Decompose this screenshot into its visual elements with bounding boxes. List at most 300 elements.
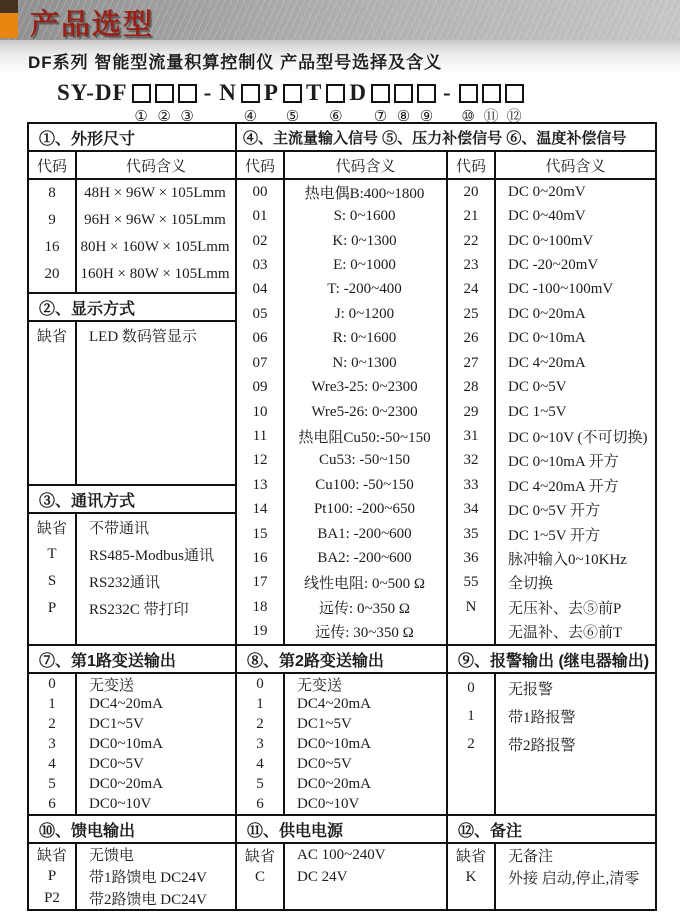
meaning-cell: DC 4~20mA 开方	[508, 478, 619, 495]
table-row	[237, 400, 446, 424]
code-cell: 02	[237, 229, 285, 253]
blank-box	[155, 80, 174, 106]
blank-box-outline	[326, 84, 345, 103]
table-row	[237, 229, 446, 253]
table-row	[448, 473, 655, 497]
position-number: ⑤	[285, 107, 300, 125]
model-text: N	[219, 80, 237, 105]
table-row	[237, 497, 446, 521]
position-number: ⑨	[419, 107, 434, 125]
code-cell: 36	[448, 546, 496, 570]
band-power-notes	[29, 816, 655, 909]
table-row	[237, 571, 446, 595]
column-output1	[29, 674, 237, 814]
code-cell: K	[448, 866, 496, 888]
position-number: ⑥	[329, 107, 343, 125]
table-row	[237, 449, 446, 473]
section-11-header: ⑪、供电电源	[237, 816, 448, 842]
code-cell: 24	[448, 278, 496, 302]
model-box-slot	[459, 80, 478, 126]
position-number: ⑦	[373, 107, 388, 125]
code-cell: T	[29, 541, 77, 568]
page-banner	[0, 0, 680, 40]
table-row	[29, 694, 235, 714]
section-1-block	[29, 152, 235, 294]
position-number: ⑪	[483, 107, 499, 125]
table-row	[448, 424, 655, 448]
section-1-rows	[29, 180, 235, 292]
meaning-cell: 线性电阻: 0~500 Ω	[304, 576, 425, 593]
blank-box-outline	[155, 84, 174, 103]
meaning-cell: DC0~10mA	[89, 735, 163, 752]
column-alarm	[448, 674, 655, 814]
code-cell: 2	[448, 730, 496, 758]
empty-code-cell	[237, 888, 285, 909]
model-text-segment	[204, 80, 213, 126]
meaning-cell: J: 0~1200	[334, 305, 395, 322]
blank-box	[178, 80, 197, 106]
position-number: ⑫	[506, 107, 522, 125]
band1-header-row	[29, 124, 655, 152]
empty-filler-row	[448, 758, 655, 814]
table-row	[237, 302, 446, 326]
empty-meaning-cell	[77, 349, 235, 484]
model-text-segment	[219, 80, 237, 126]
code-cell: 33	[448, 473, 496, 497]
position-number: ⑧	[396, 107, 411, 125]
table-row	[448, 449, 655, 473]
meaning-cell: DC 0~20mV	[508, 183, 586, 200]
meaning-header: 代码含义	[545, 158, 606, 175]
meaning-cell: 带2路馈电 DC24V	[89, 891, 207, 908]
position-number: ⑩	[461, 107, 475, 125]
model-box-slot	[178, 80, 197, 126]
meaning-cell: DC0~20mA	[297, 775, 371, 792]
meaning-cell: R: 0~1600	[332, 330, 397, 347]
blank-box	[371, 80, 390, 106]
meaning-cell: 外接 启动,停止,清零	[508, 870, 640, 887]
meaning-cell: DC1~5V	[297, 715, 352, 732]
accent-bar	[0, 0, 18, 38]
meaning-cell: DC4~20mA	[89, 695, 163, 712]
column-header-row	[29, 152, 235, 180]
code-header: 代码	[237, 152, 285, 178]
section-12-rows	[448, 844, 655, 909]
meaning-cell: 全切换	[508, 576, 554, 593]
blank-box-outline	[241, 84, 260, 103]
table-row	[29, 754, 235, 774]
meaning-header: 代码含义	[335, 158, 396, 175]
meaning-cell: DC0~20mA	[89, 775, 163, 792]
meaning-cell: S: 0~1600	[333, 208, 396, 225]
table-row	[237, 546, 446, 570]
table-row	[237, 694, 446, 714]
code-cell: 06	[237, 327, 285, 351]
empty-meaning-cell	[77, 288, 235, 292]
page-title: 产品选型	[30, 9, 155, 41]
table-row	[237, 375, 446, 399]
code-cell: 09	[237, 375, 285, 399]
table-row	[448, 620, 655, 644]
meaning-cell: 不带通讯	[89, 521, 150, 537]
code-cell: 3	[237, 734, 285, 754]
code-cell: 00	[237, 180, 285, 204]
code-cell: 19	[237, 620, 285, 644]
empty-filler-row	[29, 288, 235, 292]
meaning-cell: DC0~5V	[89, 755, 144, 772]
code-cell: 15	[237, 522, 285, 546]
code-cell: S	[29, 568, 77, 595]
table-row	[237, 595, 446, 619]
table-row	[448, 844, 655, 866]
table-row	[237, 866, 446, 888]
model-text-segment	[443, 80, 452, 126]
code-cell: 14	[237, 497, 285, 521]
band-outputs	[29, 646, 655, 816]
empty-code-cell	[29, 349, 77, 484]
selection-tables	[27, 122, 657, 911]
meaning-cell: RS232通讯	[89, 575, 160, 591]
code-cell: P	[29, 595, 77, 622]
code-cell: 13	[237, 473, 285, 497]
meaning-cell: DC 0~10V (不可切换)	[508, 429, 648, 446]
meaning-cell: DC -100~100mV	[508, 281, 614, 298]
code-cell: 0	[448, 674, 496, 702]
table-row	[29, 774, 235, 794]
section-3-header: ③、通讯方式	[29, 486, 235, 514]
meaning-cell: K: 0~1300	[332, 232, 397, 249]
section-7-rows	[29, 674, 235, 814]
table-row	[448, 497, 655, 521]
meaning-cell: AC 100~240V	[297, 846, 386, 863]
column-output2	[237, 674, 448, 814]
code-cell: 4	[237, 754, 285, 774]
meaning-header: 代码含义	[125, 158, 186, 175]
meaning-cell: Cu100: -50~150	[315, 476, 414, 493]
column-compensation	[448, 152, 655, 644]
code-cell: 缺省	[448, 844, 496, 866]
meaning-cell: 脉冲输入0~10KHz	[508, 552, 627, 569]
column-power-supply	[237, 844, 448, 909]
meaning-cell: 无馈电	[89, 848, 135, 865]
blank-box	[482, 80, 501, 106]
section-4-rows	[237, 180, 446, 644]
code-cell: 07	[237, 351, 285, 375]
meaning-cell: DC 24V	[297, 868, 348, 885]
blank-box	[417, 80, 436, 106]
code-cell: 20	[29, 261, 77, 288]
code-cell: 03	[237, 253, 285, 277]
table-row	[448, 866, 655, 888]
blank-box-outline	[394, 84, 413, 103]
meaning-cell: DC 0~40mV	[508, 208, 586, 225]
model-box-slot	[326, 80, 345, 126]
code-cell: 23	[448, 253, 496, 277]
section-2-rows	[29, 322, 235, 484]
code-cell: 18	[237, 595, 285, 619]
section-4-5-6-header: ④、主流量输入信号 ⑤、压力补偿信号 ⑥、温度补偿信号	[243, 129, 627, 147]
code-cell: C	[237, 866, 285, 888]
meaning-cell: 远传: 30~350 Ω	[315, 625, 414, 642]
code-cell: 27	[448, 351, 496, 375]
table-row	[29, 887, 235, 909]
model-code-line	[55, 80, 680, 126]
meaning-cell: 无压补、去⑤前P	[508, 600, 622, 617]
code-cell: 0	[29, 674, 77, 694]
code-cell: 31	[448, 424, 496, 448]
code-cell: 28	[448, 375, 496, 399]
blank-box	[459, 80, 478, 106]
code-cell: 4	[29, 754, 77, 774]
section-1-header: ①、外形尺寸	[29, 124, 237, 150]
header-area	[0, 40, 680, 125]
model-box-slot	[417, 80, 436, 126]
band2-header-row	[29, 646, 655, 674]
table-row	[448, 522, 655, 546]
meaning-cell: 带1路馈电 DC24V	[89, 870, 207, 886]
code-cell: 缺省	[29, 844, 77, 866]
meaning-cell: DC4~20mA	[297, 695, 371, 712]
table-row	[237, 253, 446, 277]
code-cell: 34	[448, 497, 496, 521]
code-cell: 35	[448, 522, 496, 546]
meaning-cell: N: 0~1300	[332, 354, 397, 371]
table-row	[237, 674, 446, 694]
meaning-cell: DC1~5V	[89, 715, 144, 732]
table-row	[29, 568, 235, 595]
code-cell: 05	[237, 302, 285, 326]
meaning-cell: DC 1~5V 开方	[508, 527, 601, 544]
table-row	[29, 541, 235, 568]
band-dimensions-signals	[29, 124, 655, 646]
table-row	[448, 595, 655, 619]
table-row	[448, 351, 655, 375]
model-box-slot	[241, 80, 260, 126]
code-cell: 21	[448, 204, 496, 228]
model-text: SY-DF	[57, 80, 128, 105]
position-number: ④	[243, 107, 258, 125]
meaning-cell: 带1路报警	[508, 709, 576, 726]
section-9-rows	[448, 674, 655, 814]
model-text: -	[203, 80, 213, 105]
code-cell: 10	[237, 400, 285, 424]
column-feed-output	[29, 844, 237, 909]
table-row	[237, 844, 446, 866]
code-cell: 29	[448, 400, 496, 424]
code-cell: P2	[29, 887, 77, 909]
table-row	[29, 866, 235, 888]
model-text: D	[349, 80, 367, 105]
code-cell: 12	[237, 449, 285, 473]
section-11-rows	[237, 844, 446, 909]
code-cell: 5	[237, 774, 285, 794]
meaning-cell: Pt100: -200~650	[313, 501, 416, 518]
model-text-segment	[264, 80, 279, 126]
meaning-cell: LED 数码管显示	[89, 329, 197, 345]
code-cell: 1	[29, 694, 77, 714]
model-text-segment	[349, 80, 367, 126]
meaning-cell: 无变送	[89, 677, 135, 694]
table-row	[448, 702, 655, 730]
empty-code-cell	[29, 622, 77, 644]
code-cell: 0	[237, 674, 285, 694]
empty-filler-row	[237, 888, 446, 909]
blank-box	[505, 80, 524, 106]
table-row	[29, 734, 235, 754]
blank-box	[394, 80, 413, 106]
table-row	[29, 714, 235, 734]
table-row	[29, 794, 235, 814]
model-box-slot	[132, 80, 151, 126]
meaning-cell: BA2: -200~600	[317, 550, 412, 567]
meaning-cell: DC 0~100mV	[508, 232, 594, 249]
blank-box-outline	[505, 84, 524, 103]
code-cell: P	[29, 866, 77, 888]
code-cell: 缺省	[237, 844, 285, 866]
model-box-slot	[482, 80, 501, 126]
table-row	[448, 180, 655, 204]
meaning-cell: DC 0~10mA 开方	[508, 454, 619, 471]
code-cell: 25	[448, 302, 496, 326]
section-3-block	[29, 486, 235, 644]
code-cell: 缺省	[29, 514, 77, 541]
blank-box	[132, 80, 151, 106]
blank-box-outline	[132, 84, 151, 103]
table-row	[448, 730, 655, 758]
meaning-cell: DC0~5V	[297, 755, 352, 772]
meaning-cell: Wre5-26: 0~2300	[311, 403, 418, 420]
code-cell: 3	[29, 734, 77, 754]
table-row	[448, 546, 655, 570]
series-subtitle: DF系列 智能型流量积算控制仪 产品型号选择及含义	[28, 53, 443, 72]
code-cell: 2	[29, 714, 77, 734]
meaning-cell: 160H × 80W × 105Lmm	[80, 266, 230, 282]
empty-code-cell	[29, 288, 77, 292]
table-row	[448, 229, 655, 253]
meaning-cell: DC 4~20mA	[508, 354, 586, 371]
empty-meaning-cell	[77, 622, 235, 644]
table-row	[29, 844, 235, 866]
table-row	[29, 234, 235, 261]
meaning-cell: DC0~10V	[297, 795, 360, 812]
meaning-cell: T: -200~400	[327, 281, 402, 298]
blank-box	[241, 80, 260, 106]
meaning-cell: RS485-Modbus通讯	[89, 548, 215, 564]
code-cell: 20	[448, 180, 496, 204]
empty-filler-row	[29, 622, 235, 644]
code-cell: 04	[237, 278, 285, 302]
code-cell: 11	[237, 424, 285, 448]
code-cell: 缺省	[29, 322, 77, 349]
table-row	[448, 674, 655, 702]
table-row	[448, 204, 655, 228]
blank-box	[326, 80, 345, 106]
table-row	[29, 514, 235, 541]
blank-box-outline	[482, 84, 501, 103]
column-notes	[448, 844, 655, 909]
blank-box-outline	[178, 84, 197, 103]
meaning-cell: 远传: 0~350 Ω	[319, 600, 410, 617]
model-box-slot	[155, 80, 174, 126]
table-row	[448, 278, 655, 302]
code-cell: 1	[448, 702, 496, 730]
meaning-cell: Wre3-25: 0~2300	[311, 379, 418, 396]
code-cell: 01	[237, 204, 285, 228]
model-box-slot	[505, 80, 524, 126]
section-10-rows	[29, 844, 235, 909]
table-row	[237, 204, 446, 228]
meaning-cell: 带2路报警	[508, 737, 576, 754]
model-text: T	[305, 80, 323, 105]
code-cell: 17	[237, 571, 285, 595]
table-row	[237, 714, 446, 734]
section-3-rows	[29, 514, 235, 644]
meaning-cell: BA1: -200~600	[317, 525, 412, 542]
empty-filler-row	[29, 349, 235, 484]
section-12-header: ⑫、备注	[458, 822, 523, 840]
section-10-header: ⑩、馈电输出	[29, 816, 237, 842]
model-text: P	[263, 80, 279, 105]
code-cell: 16	[29, 234, 77, 261]
table-row	[237, 424, 446, 448]
section-7-header: ⑦、第1路变送输出	[29, 646, 237, 672]
meaning-cell: RS232C 带打印	[89, 602, 189, 618]
meaning-cell: DC 0~5V	[508, 379, 567, 396]
table-row	[448, 302, 655, 326]
code-cell: 1	[237, 694, 285, 714]
table-row	[448, 253, 655, 277]
empty-filler-row	[448, 888, 655, 909]
model-text-segment	[306, 80, 322, 126]
table-row	[29, 322, 235, 349]
model-box-slot	[394, 80, 413, 126]
meaning-cell: DC 0~10mA	[508, 330, 586, 347]
section-8-rows	[237, 674, 446, 814]
meaning-cell: 96H × 96W × 105Lmm	[84, 212, 226, 228]
table-row	[237, 351, 446, 375]
table-row	[237, 180, 446, 204]
meaning-cell: DC 0~5V 开方	[508, 503, 601, 520]
meaning-cell: Cu53: -50~150	[318, 452, 411, 469]
empty-meaning-cell	[285, 888, 446, 909]
table-row	[237, 794, 446, 814]
table-row	[448, 375, 655, 399]
table-row	[448, 400, 655, 424]
band3-header-row	[29, 816, 655, 844]
position-number: ②	[157, 107, 171, 125]
empty-meaning-cell	[496, 758, 655, 814]
table-row	[237, 620, 446, 644]
blank-box-outline	[417, 84, 436, 103]
blank-box-outline	[371, 84, 390, 103]
code-cell: 8	[29, 180, 77, 207]
meaning-cell: DC -20~20mV	[508, 256, 599, 273]
section-5-6-rows	[448, 180, 655, 644]
empty-meaning-cell	[496, 888, 655, 909]
table-row	[448, 327, 655, 351]
meaning-cell: DC0~10mA	[297, 735, 371, 752]
table-row	[29, 261, 235, 288]
table-row	[237, 754, 446, 774]
meaning-cell: 无报警	[508, 681, 554, 698]
position-number: ③	[180, 107, 194, 125]
model-box-slot	[371, 80, 390, 126]
code-cell: 26	[448, 327, 496, 351]
column-left	[29, 152, 237, 644]
code-cell: 2	[237, 714, 285, 734]
meaning-cell: 热电偶B:400~1800	[304, 185, 425, 202]
table-row	[29, 595, 235, 622]
